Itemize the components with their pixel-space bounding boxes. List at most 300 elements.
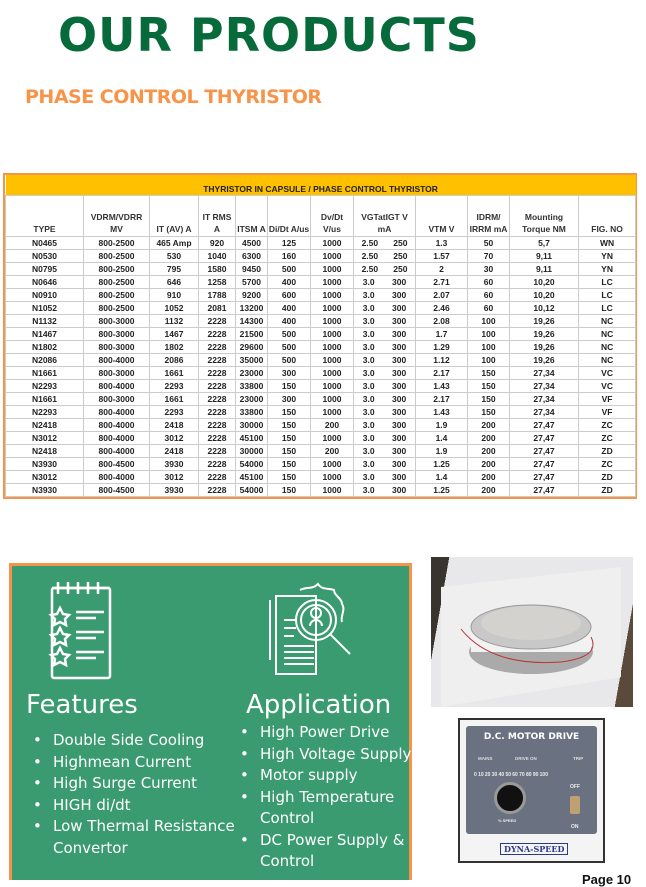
- table-cell: 1052: [150, 301, 199, 314]
- dial-tick: 60: [512, 772, 518, 778]
- table-cell: 2.50: [361, 237, 379, 248]
- table-cell: 1000: [311, 275, 354, 288]
- led-trip: TRIP: [573, 756, 584, 761]
- table-cell: 1000: [311, 470, 354, 483]
- thyristor-table: [3, 173, 637, 499]
- table-cell: ZD: [579, 483, 636, 496]
- table-row: [6, 236, 636, 249]
- table-cell: 200: [468, 457, 510, 470]
- table-cell: 200: [468, 470, 510, 483]
- table-cell: 200: [468, 483, 510, 496]
- application-list: [246, 722, 416, 873]
- table-cell: N1661: [6, 392, 84, 405]
- table-cell: 1000: [311, 366, 354, 379]
- table-cell: 2228: [199, 327, 236, 340]
- table-cell: 2228: [199, 470, 236, 483]
- table-cell: LC: [579, 275, 636, 288]
- table-cell: 646: [150, 275, 199, 288]
- table-cell: 100: [468, 353, 510, 366]
- table-cell: 2228: [199, 340, 236, 353]
- table-cell: N0465: [6, 236, 84, 249]
- vgt-igt-cell: [354, 431, 416, 444]
- table-cell: 3.0: [362, 380, 375, 391]
- table-cell: 795: [150, 262, 199, 275]
- table-cell: 800-4000: [84, 470, 150, 483]
- table-cell: 2.17: [416, 392, 468, 405]
- table-cell: VC: [579, 366, 636, 379]
- table-caption: THYRISTOR IN CAPSULE / PHASE CONTROL THYRISTOR: [6, 175, 636, 195]
- table-cell: 2.50: [361, 250, 379, 261]
- dial-tick: 50: [505, 772, 511, 778]
- table-cell: 2228: [199, 405, 236, 418]
- column-header: VGTatIGT V mA: [354, 195, 416, 236]
- table-cell: N2293: [6, 405, 84, 418]
- table-cell: 4500: [236, 236, 268, 249]
- table-cell: 19,26: [510, 353, 579, 366]
- brand-label: DYNA-SPEED: [500, 843, 568, 855]
- table-cell: 9,11: [510, 249, 579, 262]
- table-row: [6, 288, 636, 301]
- table-cell: 1467: [150, 327, 199, 340]
- table-cell: ZC: [579, 457, 636, 470]
- table-cell: 1000: [311, 236, 354, 249]
- table-cell: 60: [468, 301, 510, 314]
- column-header: Mounting Torque NM: [510, 195, 579, 236]
- vgt-igt-cell: [354, 418, 416, 431]
- table-cell: 300: [392, 380, 407, 391]
- table-cell: 300: [392, 289, 407, 300]
- dial-tick: 80: [525, 772, 532, 778]
- table-cell: 2.50: [361, 263, 379, 274]
- column-header: IT RMS A: [199, 195, 236, 236]
- table-cell: 1788: [199, 288, 236, 301]
- features-item: • High Surge Current: [39, 773, 239, 795]
- table-cell: LC: [579, 301, 636, 314]
- table-cell: NC: [579, 353, 636, 366]
- table-cell: 800-2500: [84, 275, 150, 288]
- table-cell: 2.17: [416, 366, 468, 379]
- table-cell: 800-4000: [84, 431, 150, 444]
- table-cell: 10,20: [510, 275, 579, 288]
- table-cell: 250: [393, 263, 408, 274]
- table-cell: 1.4: [416, 431, 468, 444]
- features-item: • Highmean Current: [39, 752, 239, 774]
- dial-tick: 10: [478, 772, 484, 778]
- table-cell: 6300: [236, 249, 268, 262]
- vgt-igt-cell: [354, 353, 416, 366]
- table-cell: 3.0: [362, 419, 375, 430]
- table-cell: 3012: [150, 431, 199, 444]
- table-cell: 1.29: [416, 340, 468, 353]
- column-header: ITSM A: [236, 195, 268, 236]
- table-cell: 150: [468, 379, 510, 392]
- table-cell: N0530: [6, 249, 84, 262]
- table-cell: 23000: [236, 366, 268, 379]
- toggle-switch: [570, 796, 580, 814]
- table-cell: 300: [392, 419, 407, 430]
- table-row: [6, 483, 636, 496]
- table-cell: 300: [392, 354, 407, 365]
- vgt-igt-cell: [354, 392, 416, 405]
- table-cell: 3.0: [362, 484, 375, 495]
- table-cell: 3.0: [362, 341, 375, 352]
- application-item: • DC Power Supply & Control: [246, 830, 416, 873]
- table-cell: 10,20: [510, 288, 579, 301]
- table-cell: 1258: [199, 275, 236, 288]
- table-cell: 1.25: [416, 457, 468, 470]
- table-cell: 2228: [199, 314, 236, 327]
- table-cell: 1.57: [416, 249, 468, 262]
- table-cell: 1000: [311, 483, 354, 496]
- table-cell: 2293: [150, 379, 199, 392]
- table-cell: 54000: [236, 457, 268, 470]
- table-cell: 19,26: [510, 340, 579, 353]
- switch-off-label: OFF: [570, 784, 580, 790]
- table-cell: 300: [392, 393, 407, 404]
- table-cell: 1000: [311, 340, 354, 353]
- features-list: [39, 730, 239, 859]
- table-cell: N1467: [6, 327, 84, 340]
- table-cell: NC: [579, 340, 636, 353]
- vgt-igt-cell: [354, 275, 416, 288]
- dial-tick: 100: [539, 772, 548, 778]
- table-cell: 9,11: [510, 262, 579, 275]
- table-row: [6, 340, 636, 353]
- table-cell: 500: [268, 340, 311, 353]
- table-cell: 5700: [236, 275, 268, 288]
- table-cell: 3.0: [362, 315, 375, 326]
- table-cell: 9200: [236, 288, 268, 301]
- dc-motor-drive-photo: [458, 718, 605, 863]
- dial-tick: 0: [474, 772, 477, 778]
- dial-tick: 40: [498, 772, 505, 778]
- table-cell: 200: [468, 418, 510, 431]
- table-cell: 300: [392, 445, 407, 456]
- table-cell: 1000: [311, 457, 354, 470]
- table-cell: 800-3000: [84, 340, 150, 353]
- table-cell: 300: [268, 366, 311, 379]
- table-cell: 27,47: [510, 457, 579, 470]
- vgt-igt-cell: [354, 301, 416, 314]
- table-cell: 3.0: [362, 393, 375, 404]
- table-cell: 400: [268, 275, 311, 288]
- table-cell: 19,26: [510, 327, 579, 340]
- table-cell: 21500: [236, 327, 268, 340]
- table-cell: 3930: [150, 457, 199, 470]
- table-cell: 300: [392, 458, 407, 469]
- table-cell: 19,26: [510, 314, 579, 327]
- table-cell: N0910: [6, 288, 84, 301]
- table-cell: 2086: [150, 353, 199, 366]
- dial-tick: 20: [484, 772, 491, 778]
- table-cell: 70: [468, 249, 510, 262]
- table-cell: 1.7: [416, 327, 468, 340]
- table-row: [6, 366, 636, 379]
- table-cell: 920: [199, 236, 236, 249]
- table-cell: 800-3000: [84, 392, 150, 405]
- table-cell: 150: [268, 444, 311, 457]
- table-cell: 3.0: [362, 471, 375, 482]
- table-cell: 3.0: [362, 432, 375, 443]
- table-cell: 250: [393, 250, 408, 261]
- table-cell: 800-4000: [84, 418, 150, 431]
- table-cell: 800-2500: [84, 249, 150, 262]
- table-cell: 300: [392, 341, 407, 352]
- table-cell: 300: [392, 328, 407, 339]
- column-header: Di/Dt A/us: [268, 195, 311, 236]
- table-cell: 27,34: [510, 366, 579, 379]
- table-cell: 300: [392, 432, 407, 443]
- switch-on-label: ON: [571, 824, 579, 830]
- table-cell: 800-3000: [84, 314, 150, 327]
- table-cell: 1000: [311, 262, 354, 275]
- table-cell: N1802: [6, 340, 84, 353]
- table-cell: 150: [268, 470, 311, 483]
- table-cell: 800-4000: [84, 405, 150, 418]
- table-cell: 3930: [150, 483, 199, 496]
- table-cell: N2418: [6, 444, 84, 457]
- table-cell: 3.0: [362, 289, 375, 300]
- table-cell: N1052: [6, 301, 84, 314]
- features-application-panel: [9, 563, 412, 880]
- table-cell: 9450: [236, 262, 268, 275]
- table-cell: NC: [579, 314, 636, 327]
- table-cell: 60: [468, 275, 510, 288]
- table-row: [6, 431, 636, 444]
- column-header: VTM V: [416, 195, 468, 236]
- table-cell: 800-4000: [84, 353, 150, 366]
- table-cell: 1802: [150, 340, 199, 353]
- drive-title: D.C. MOTOR DRIVE: [483, 732, 580, 742]
- table-cell: 1.43: [416, 379, 468, 392]
- table-cell: 100: [468, 340, 510, 353]
- table-cell: 150: [468, 392, 510, 405]
- table-cell: 1000: [311, 249, 354, 262]
- application-item: • High Power Drive: [246, 722, 416, 744]
- feature-list-icon: [46, 580, 116, 680]
- table-cell: 500: [268, 262, 311, 275]
- table-cell: 33800: [236, 379, 268, 392]
- table-cell: 14300: [236, 314, 268, 327]
- table-cell: 30000: [236, 444, 268, 457]
- table-cell: 1000: [311, 353, 354, 366]
- table-cell: 30: [468, 262, 510, 275]
- table-cell: 200: [311, 444, 354, 457]
- table-cell: VC: [579, 379, 636, 392]
- table-cell: 2.08: [416, 314, 468, 327]
- vgt-igt-cell: [354, 483, 416, 496]
- vgt-igt-cell: [354, 327, 416, 340]
- table-cell: 2228: [199, 392, 236, 405]
- table-cell: 800-4500: [84, 457, 150, 470]
- features-heading: Features: [26, 690, 138, 720]
- table-cell: 500: [268, 327, 311, 340]
- table-cell: N3930: [6, 483, 84, 496]
- table-cell: 1.25: [416, 483, 468, 496]
- vgt-igt-cell: [354, 236, 416, 249]
- table-cell: 1.4: [416, 470, 468, 483]
- table-cell: 2228: [199, 379, 236, 392]
- table-cell: 2418: [150, 418, 199, 431]
- table-cell: 27,34: [510, 392, 579, 405]
- table-cell: 1661: [150, 392, 199, 405]
- dial-label: % SPEED: [498, 818, 517, 823]
- table-cell: 45100: [236, 470, 268, 483]
- table-cell: 300: [392, 406, 407, 417]
- table-cell: 27,47: [510, 483, 579, 496]
- vgt-igt-cell: [354, 340, 416, 353]
- table-cell: 910: [150, 288, 199, 301]
- table-cell: 29600: [236, 340, 268, 353]
- table-cell: 400: [268, 314, 311, 327]
- table-cell: 200: [468, 431, 510, 444]
- table-cell: 2228: [199, 353, 236, 366]
- table-cell: 1.43: [416, 405, 468, 418]
- table-cell: 3.0: [362, 445, 375, 456]
- thyristor-capsule-photo: [431, 557, 633, 707]
- features-item: • HIGH di/dt: [39, 795, 239, 817]
- table-cell: 400: [268, 301, 311, 314]
- table-cell: 600: [268, 288, 311, 301]
- table-cell: 300: [392, 302, 407, 313]
- table-cell: ZC: [579, 418, 636, 431]
- table-cell: 150: [268, 405, 311, 418]
- table-cell: 2293: [150, 405, 199, 418]
- table-cell: 200: [311, 418, 354, 431]
- table-cell: 1040: [199, 249, 236, 262]
- table-cell: YN: [579, 262, 636, 275]
- column-header: VDRM/VDRR MV: [84, 195, 150, 236]
- table-cell: N3930: [6, 457, 84, 470]
- table-cell: 465 Amp: [150, 236, 199, 249]
- table-cell: 3.0: [362, 458, 375, 469]
- table-cell: 1000: [311, 327, 354, 340]
- table-cell: 800-2500: [84, 236, 150, 249]
- column-header: TYPE: [6, 195, 84, 236]
- table-cell: 30000: [236, 418, 268, 431]
- table-cell: 2.07: [416, 288, 468, 301]
- table-cell: N1661: [6, 366, 84, 379]
- section-subtitle: PHASE CONTROL THYRISTOR: [25, 86, 322, 108]
- table-cell: 150: [268, 431, 311, 444]
- table-row: [6, 314, 636, 327]
- table-cell: VF: [579, 405, 636, 418]
- table-cell: 1132: [150, 314, 199, 327]
- vgt-igt-cell: [354, 470, 416, 483]
- table-cell: 50: [468, 236, 510, 249]
- table-cell: 150: [268, 457, 311, 470]
- table-cell: 300: [268, 392, 311, 405]
- table-cell: ZD: [579, 444, 636, 457]
- table-cell: N0795: [6, 262, 84, 275]
- table-row: [6, 418, 636, 431]
- table-cell: 800-2500: [84, 262, 150, 275]
- table-cell: 3.0: [362, 276, 375, 287]
- features-item: • Double Side Cooling: [39, 730, 239, 752]
- dial-tick: 30: [491, 772, 498, 778]
- table-cell: ZC: [579, 431, 636, 444]
- table-cell: 3.0: [362, 328, 375, 339]
- table-row: [6, 301, 636, 314]
- table-cell: 3012: [150, 470, 199, 483]
- table-cell: 1.3: [416, 236, 468, 249]
- table-cell: 27,47: [510, 431, 579, 444]
- table-cell: N3012: [6, 470, 84, 483]
- table-cell: 200: [468, 444, 510, 457]
- table-cell: LC: [579, 288, 636, 301]
- table-cell: 2228: [199, 483, 236, 496]
- application-heading: Application: [246, 690, 392, 720]
- table-cell: N2293: [6, 379, 84, 392]
- table-cell: NC: [579, 327, 636, 340]
- table-cell: 2: [416, 262, 468, 275]
- table-cell: 1580: [199, 262, 236, 275]
- vgt-igt-cell: [354, 314, 416, 327]
- table-cell: 300: [392, 471, 407, 482]
- table-cell: 150: [468, 366, 510, 379]
- table-cell: N0646: [6, 275, 84, 288]
- table-row: [6, 392, 636, 405]
- table-cell: 300: [392, 276, 407, 287]
- table-cell: 800-4000: [84, 444, 150, 457]
- application-item: • High Voltage Supply: [246, 744, 416, 766]
- table-cell: N2418: [6, 418, 84, 431]
- table-cell: 800-3000: [84, 366, 150, 379]
- page-number: Page 10: [582, 872, 632, 887]
- table-cell: 1.12: [416, 353, 468, 366]
- table-row: [6, 327, 636, 340]
- table-cell: 1000: [311, 431, 354, 444]
- table-cell: 800-2500: [84, 288, 150, 301]
- vgt-igt-cell: [354, 379, 416, 392]
- table-cell: 1.9: [416, 444, 468, 457]
- speed-dial: [494, 782, 526, 814]
- table-cell: 300: [392, 367, 407, 378]
- table-cell: 150: [268, 379, 311, 392]
- table-cell: 2228: [199, 366, 236, 379]
- table-row: [6, 262, 636, 275]
- table-cell: 1000: [311, 379, 354, 392]
- vgt-igt-cell: [354, 444, 416, 457]
- table-cell: 23000: [236, 392, 268, 405]
- table-cell: 125: [268, 236, 311, 249]
- led-drive-on: DRIVE ON: [515, 756, 537, 761]
- table-cell: 160: [268, 249, 311, 262]
- vgt-igt-cell: [354, 262, 416, 275]
- table-cell: 800-3000: [84, 327, 150, 340]
- table-cell: 2.71: [416, 275, 468, 288]
- table-cell: N2086: [6, 353, 84, 366]
- table-cell: N1132: [6, 314, 84, 327]
- table-cell: 3.0: [362, 302, 375, 313]
- table-cell: 2418: [150, 444, 199, 457]
- column-header: Dv/Dt V/us: [311, 195, 354, 236]
- table-cell: 800-4000: [84, 379, 150, 392]
- led-mains: MAINS: [478, 756, 493, 761]
- table-row: [6, 353, 636, 366]
- table-cell: 150: [468, 405, 510, 418]
- table-cell: 250: [393, 237, 408, 248]
- table-cell: ZD: [579, 470, 636, 483]
- application-item: • Motor supply: [246, 765, 416, 787]
- table-row: [6, 470, 636, 483]
- table-cell: 3.0: [362, 354, 375, 365]
- column-header: IDRM/ IRRM mA: [468, 195, 510, 236]
- table-cell: 54000: [236, 483, 268, 496]
- table-cell: 1.9: [416, 418, 468, 431]
- table-row: [6, 249, 636, 262]
- table-cell: 1000: [311, 288, 354, 301]
